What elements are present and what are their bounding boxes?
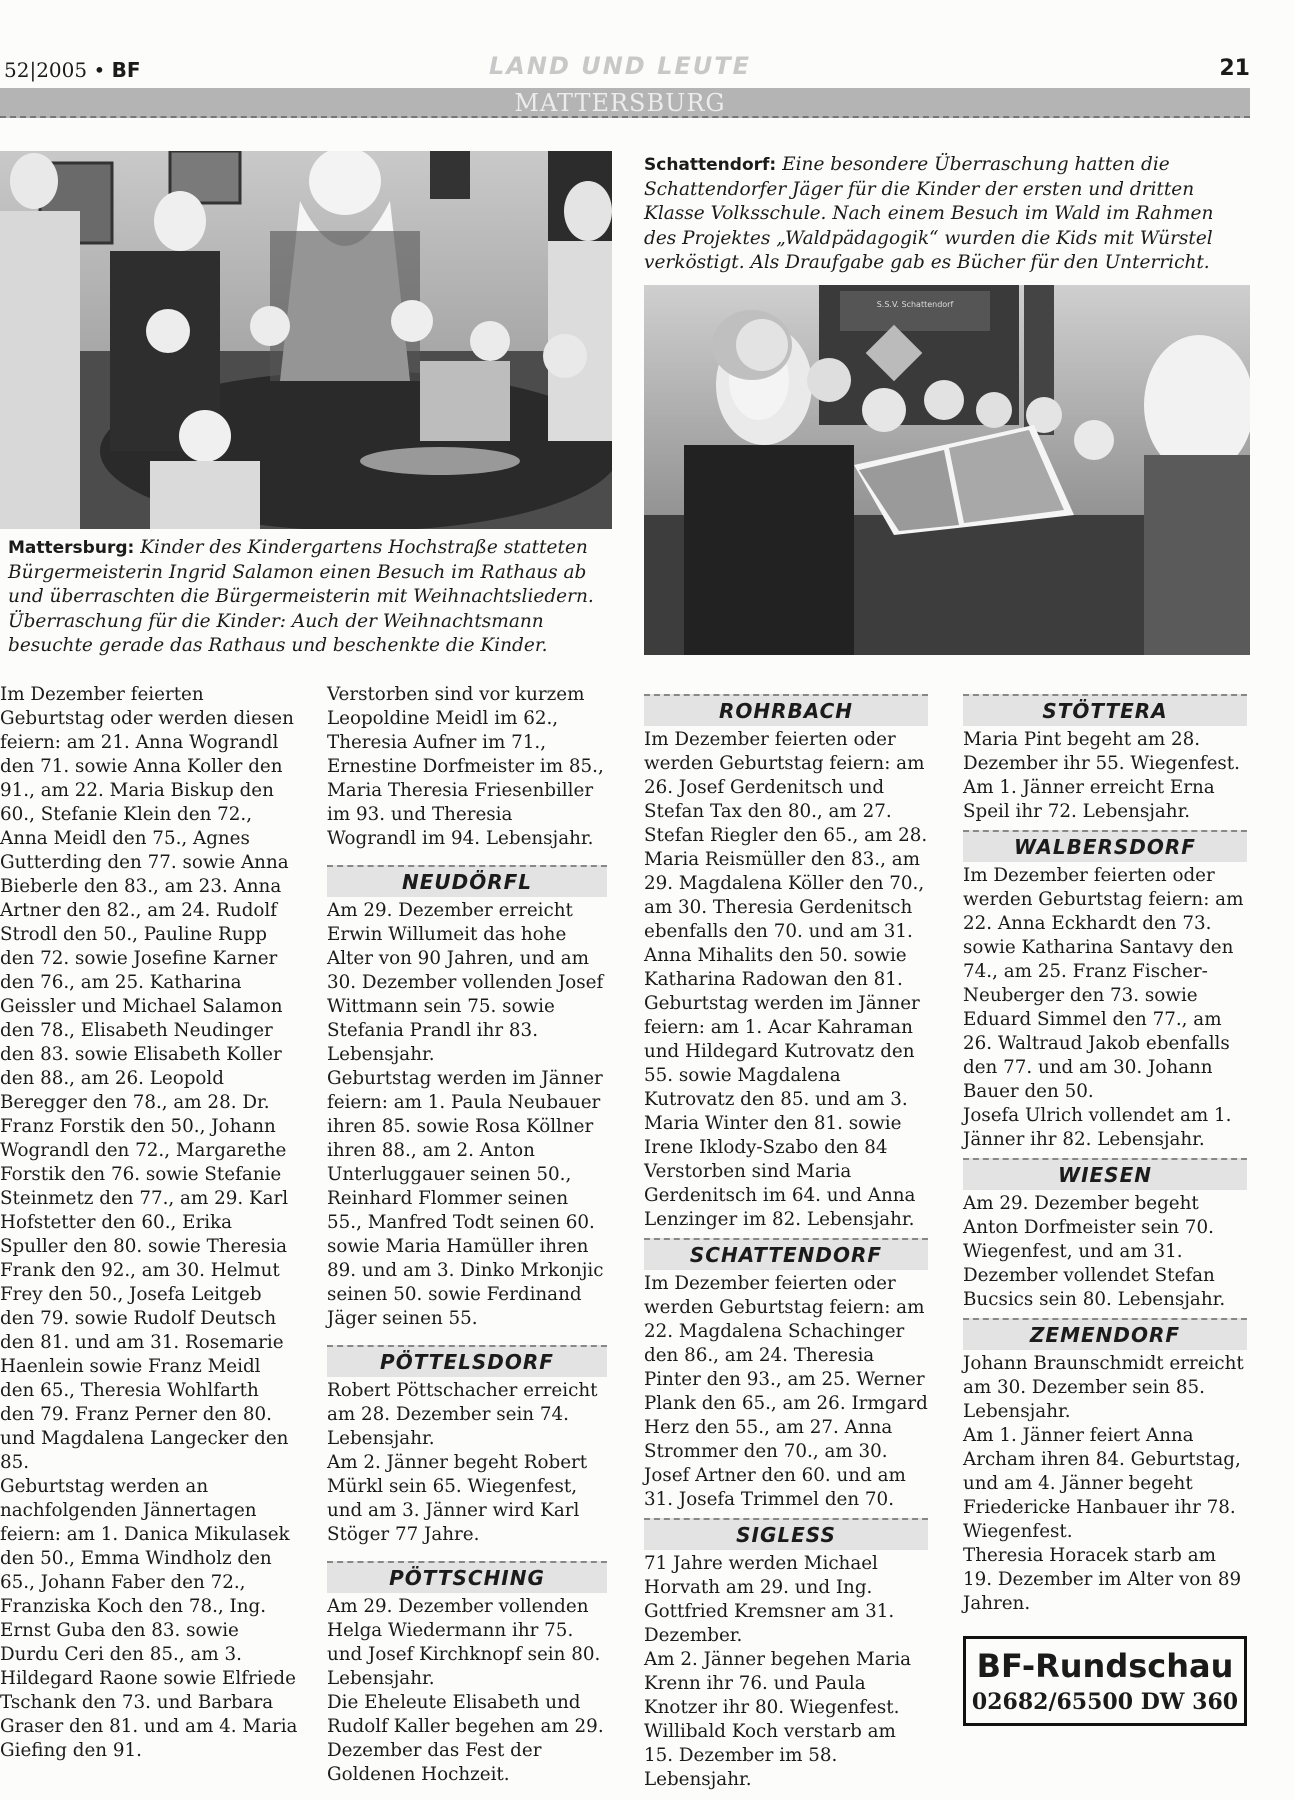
caption-mattersburg: [8, 536, 608, 659]
photo-mattersburg-image: [0, 151, 612, 529]
schattendorf-text-1: Im Dezember feierten oder werden Geburtstag feiern: am 22. Magdalena Schachinger den 86., am 24. Theresia Pinter den 93., am 25. Werner Plank den 65., am 26. Irmgard Herz den 55., am 27. Anna Strommer den 70., am 30. Josef Artner den 60. und am 31. Josefa Trimmel den 70.: [644, 1273, 928, 1510]
contact-box-title: BF-Rundschau: [976, 1647, 1234, 1685]
photo-sign: S.S.V. Schattendorf: [876, 300, 954, 309]
zemendorf-text-1: Johann Braunschmidt erreicht am 30. Dezember sein 85. Lebensjahr.: [963, 1353, 1244, 1422]
brand-name: BF: [111, 58, 141, 82]
region-title: MATTERSBURG: [514, 89, 726, 117]
poettsching-text-1: Am 29. Dezember vollenden Helga Wiedermann ihr 75. und Josef Kirchknopf sein 80. Lebensjahr.: [327, 1596, 601, 1689]
photo-schattendorf: [644, 285, 1250, 655]
walbersdorf-text-1: Im Dezember feierten oder werden Geburtstag feiern: am 22. Anna Eckhardt den 73. sowie Katharina Santavy den 74., am 25. Franz Fischer-Neuberger den 73. sowie Eduard Simmel den 77., am 26. Waltraud Jakob ebenfalls den 77. und am 30. Johann Bauer den 50.: [963, 865, 1244, 1102]
stoettera-text-2: Am 1. Jänner erreicht Erna Speil ihr 72. Lebensjahr.: [963, 777, 1215, 822]
col2-deaths: Verstorben sind vor kurzem Leopoldine Meidl im 62., Theresia Aufner im 71., Ernestine Dorfmeister im 85., Maria Theresia Friesenbiller im 93. und Theresia Wograndl im 94. Lebensjahr.: [327, 684, 604, 849]
photo-schattendorf-image: [644, 285, 1250, 655]
page-number: 21: [1219, 56, 1250, 81]
neudoerfl-text-2: Geburtstag werden im Jänner feiern: am 1. Paula Neubauer ihren 85. sowie Rosa Köllner ihren 88., am 2. Anton Unterluggauer seinen 50., Reinhard Flommer seinen 55., Manfred Todt seinen 60. sowie Maria Hamüller ihren 89. und am 3. Dinko Mrkonjic seinen 50. sowie Ferdinand Jäger seinen 55.: [327, 1068, 604, 1329]
neudoerfl-text-1: Am 29. Dezember erreicht Erwin Willumeit das hohe Alter von 90 Jahren, und am 30. Dezember vollenden Josef Wittmann sein 75. sowie Stefania Prandl ihr 83. Lebensjahr.: [327, 900, 604, 1065]
column-3: [644, 694, 928, 1792]
section-title: LAND UND LEUTE: [488, 52, 752, 80]
col1-birthdays-december: Im Dezember feierten Geburtstag oder werden diesen feiern: am 21. Anna Wograndl den 71. sowie Anna Koller den 91., am 22. Maria Biskup den 60., Stefanie Klein den 72., Anna Meidl den 75., Agnes Gutterding den 77. sowie Anna Bieberle den 83., am 23. Anna Artner den 82., am 24. Rudolf Strodl den 50., Pauline Rupp den 72. sowie Josefine Karner den 76., am 25. Katharina Geissler und Michael Salamon den 78., Elisabeth Neudinger den 83. sowie Elisabeth Koller den 88., am 26. Leopold Beregger den 78., am 28. Dr. Franz Forstik den 50., Johann Wograndl den 72., Margarethe Forstik den 76. sowie Stefanie Steinmetz den 77., am 29. Karl Hofstetter den 60., Erika Spuller den 80. sowie Theresia Frank den 92., am 30. Helmut Frey den 50., Josefa Leitgeb den 79. sowie Rudolf Deutsch den 81. und am 31. Rosemarie Haenlein sowie Franz Meidl den 65., Theresia Wohlfarth den 79. Franz Perner den 80. und Magdalena Langecker den 85.: [0, 684, 294, 1473]
caption-schattendorf: [644, 153, 1248, 276]
caption-schattendorf-place: Schattendorf:: [644, 155, 777, 175]
caption-mattersburg-text: Kinder des Kindergartens Hochstraße statteten Bürgermeisterin Ingrid Salamon einen Besuch im Rathaus ab und überraschten die Bürgermeisterin mit Weihnachtsliedern. Überraschung für die Kinder: Auch der Weihnachtsmann besuchte gerade das Rathaus und beschenkte die Kinder.: [8, 537, 594, 656]
photo-mattersburg: [0, 151, 612, 529]
stoettera-text-1: Maria Pint begeht am 28. Dezember ihr 55. Wiegenfest.: [963, 729, 1240, 774]
zemendorf-text-3: Theresia Horacek starb am 19. Dezember im Alter von 89 Jahren.: [963, 1545, 1242, 1614]
contact-box-phone: 02682/65500 DW 360: [971, 1689, 1239, 1715]
column-2: [327, 683, 607, 1787]
contact-box: [963, 1636, 1247, 1726]
poettelsdorf-text-2: Am 2. Jänner begeht Robert Mürkl sein 65. Wiegenfest, und am 3. Jänner wird Karl Stöger 77 Jahre.: [327, 1452, 588, 1545]
rohrbach-text-3: Verstorben sind Maria Gerdenitsch im 64. und Anna Lenzinger im 82. Lebensjahr.: [644, 1161, 916, 1230]
col1-birthdays-january: Geburtstag werden an nachfolgenden Jännertagen feiern: am 1. Danica Mikulasek den 50., Emma Windholz den 65., Johann Faber den 72., Franziska Koch den 78., Ing. Ernst Guba den 83. sowie Durdu Ceri den 85., am 3. Hildegard Raone sowie Elfriede Tschank den 73. und Barbara Graser den 81. und am 4. Maria Giefing den 91.: [0, 1476, 298, 1761]
walbersdorf-text-2: Josefa Ulrich vollendet am 1. Jänner ihr 82. Lebensjahr.: [963, 1105, 1232, 1150]
rubric-rohrbach: ROHRBACH: [644, 694, 928, 726]
rubric-wiesen: WIESEN: [963, 1158, 1247, 1190]
caption-schattendorf-text: Eine besondere Überraschung hatten die Schattendorfer Jäger für die Kinder der ersten und dritten Klasse Volksschule. Nach einem Besuch im Wald im Rahmen des Projektes „Waldpädagogik“ wurden die Kids mit Würstel verköstigt. Als Draufgabe gab es Bücher für den Unterricht.: [644, 154, 1214, 273]
wiesen-text-1: Am 29. Dezember begeht Anton Dorfmeister sein 70. Wiegenfest, und am 31. Dezember vollendet Stefan Bucsics sein 80. Lebensjahr.: [963, 1193, 1226, 1310]
rubric-sigless: SIGLESS: [644, 1518, 928, 1550]
zemendorf-text-2: Am 1. Jänner feiert Anna Archam ihren 84. Geburtstag, und am 4. Jänner begeht Friedericke Hanbauer ihr 78. Wiegenfest.: [963, 1425, 1241, 1542]
rubric-neudoerfl: NEUDÖRFL: [327, 865, 607, 897]
poettelsdorf-text-1: Robert Pöttschacher erreicht am 28. Dezember sein 74. Lebensjahr.: [327, 1380, 598, 1449]
rohrbach-text-1: Im Dezember feierten oder werden Geburtstag feiern: am 26. Josef Gerdenitsch und Stefan Tax den 80., am 27. Stefan Riegler den 65., am 28. Maria Reismüller den 83., am 29. Magdalena Köller den 70., am 30. Theresia Gerdenitsch ebenfalls den 70. und am 31. Anna Mihalits den 50. sowie Katharina Radowan den 81.: [644, 729, 928, 990]
rubric-poettsching: PÖTTSCHING: [327, 1561, 607, 1593]
issue-bullet: •: [93, 58, 106, 82]
rohrbach-text-2: Geburtstag werden im Jänner feiern: am 1. Acar Kahraman und Hildegard Kutrovatz den 55. sowie Magdalena Kutrovatz den 85. und am 3. Maria Winter den 81. sowie Irene Iklody-Szabo den 84: [644, 993, 920, 1158]
issue-line: [4, 58, 141, 82]
region-band: [0, 88, 1250, 118]
sigless-text-2: Am 2. Jänner begehen Maria Krenn ihr 76. und Paula Knotzer ihr 80. Wiegenfest.: [644, 1649, 912, 1718]
rubric-schattendorf: SCHATTENDORF: [644, 1238, 928, 1270]
poettsching-text-2: Die Eheleute Elisabeth und Rudolf Kaller begehen am 29. Dezember das Fest der Goldenen Hochzeit.: [327, 1692, 604, 1785]
sigless-text-1: 71 Jahre werden Michael Horvath am 29. und Ing. Gottfried Kremsner am 31. Dezember.: [644, 1553, 895, 1646]
rubric-stoettera: STÖTTERA: [963, 694, 1247, 726]
issue-number: 52|2005: [4, 58, 88, 82]
column-1: [0, 683, 298, 1763]
rubric-walbersdorf: WALBERSDORF: [963, 830, 1247, 862]
rubric-zemendorf: ZEMENDORF: [963, 1318, 1247, 1350]
column-4: [963, 694, 1247, 1726]
page-header: [0, 50, 1250, 80]
rubric-poettelsdorf: PÖTTELSDORF: [327, 1345, 607, 1377]
caption-mattersburg-place: Mattersburg:: [8, 538, 135, 558]
sigless-text-3: Willibald Koch verstarb am 15. Dezember im 58. Lebensjahr.: [644, 1721, 896, 1790]
